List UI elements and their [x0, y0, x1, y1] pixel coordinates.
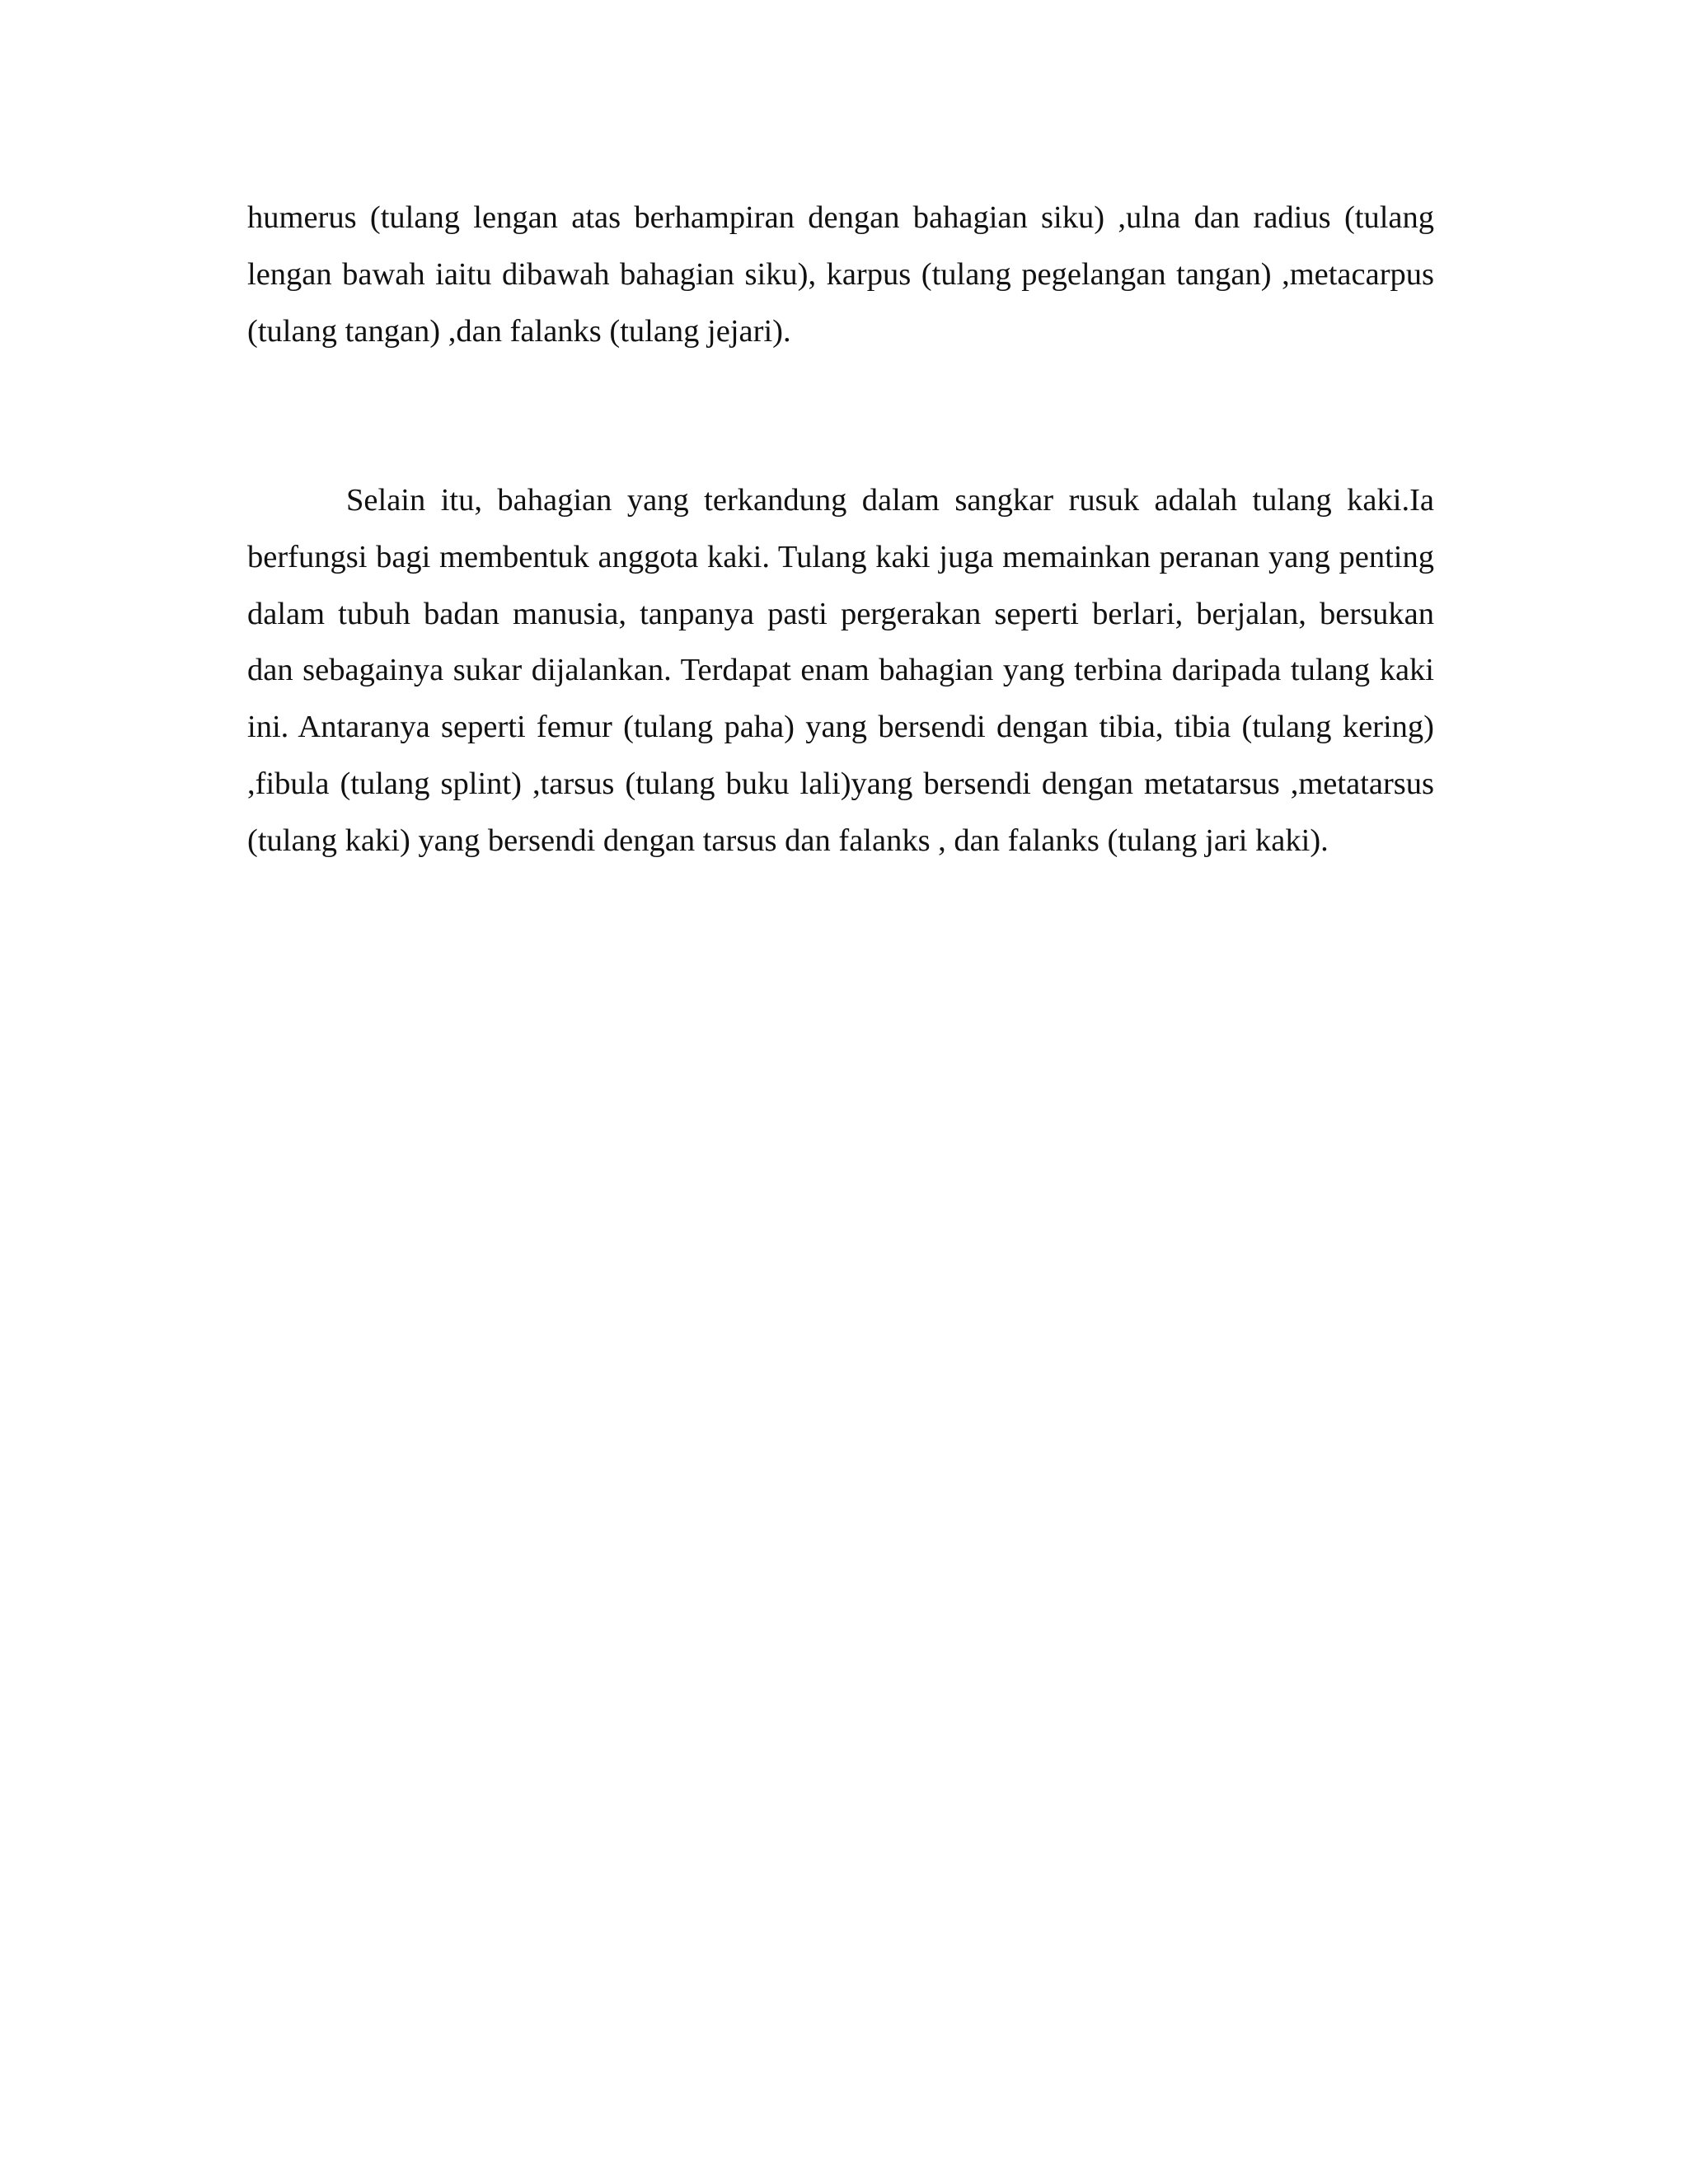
paragraph-leg-bones: Selain itu, bahagian yang terkandung dalam sangkar rusuk adalah tulang kaki.Ia berfungsi bagi membentuk anggota kaki. Tulang kaki juga memainkan peranan yang penting dalam tubuh badan manusia, tanpanya pasti pergerakan seperti berlari, berjalan, bersukan dan sebagainya sukar dijalankan. Terdapat enam bahagian yang terbina daripada tulang kaki ini. Antaranya seperti femur (tulang paha) yang bersendi dengan tibia, tibia (tulang kering) ,fibula (tulang splint) ,tarsus (tulang buku lali)yang bersendi dengan metatarsus ,metatarsus (tulang kaki) yang bersendi dengan tarsus dan falanks , dan falanks (tulang jari kaki). — [247, 483, 1434, 858]
paragraph-arm-bones: humerus (tulang lengan atas berhampiran dengan bahagian siku) ,ulna dan radius (tulang lengan bawah iaitu dibawah bahagian siku), karpus (tulang pegelangan tangan) ,metacarpus (tulang tangan) ,dan falanks (tulang jejari). — [247, 200, 1434, 349]
